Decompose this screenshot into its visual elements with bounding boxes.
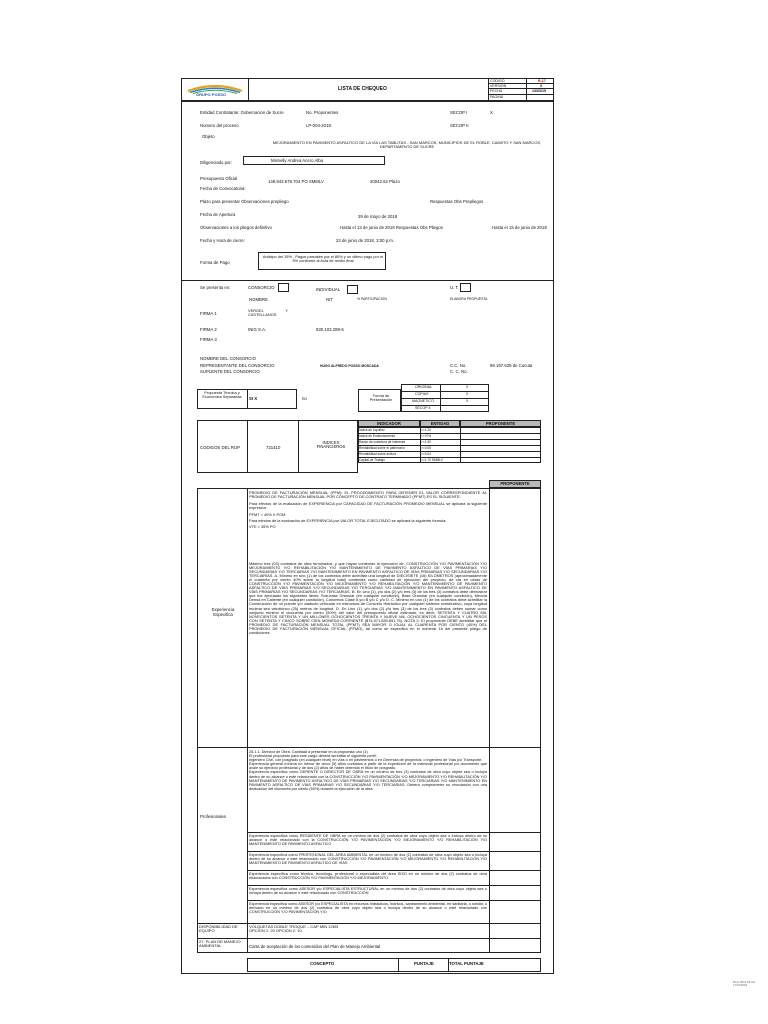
firma2-nit: 830.103.289-5 <box>316 327 344 332</box>
meta-label-version: VERSION <box>490 84 507 88</box>
individual-checkbox[interactable] <box>347 285 358 294</box>
prof-extra-2: Experiencia específica como técnico, tecnólogo, profesional o especialista del área SISO en un mínimo de dos (2) contratos de obra relacionados con CONSTRUCCIÓN Y/O PAVIMENTACIÓN Y/O MEJORAMIENTO <box>249 872 487 880</box>
secop1-mark: X <box>490 110 493 115</box>
cierre-label: Fecha y Hora de cierre: <box>200 238 245 243</box>
firma2-nombre: INIG S.A. <box>248 327 267 332</box>
representante-label: REPRESENTANTE DEL CONSORCIO <box>200 363 275 368</box>
footer-table <box>247 958 541 972</box>
entidad-label: Entidad Contratante: Gobernacion de Sucre <box>200 110 284 115</box>
convocatoria-label: Fecha de Convocatoria: <box>200 186 246 191</box>
ambiental-value: Carta de aceptación de los contenidos del Plan de Manejo Ambiental <box>249 944 381 949</box>
fin-label: INDICES FINANCIEROS <box>316 440 346 450</box>
obs-def-label: Observaciones a los pliegos definitivo <box>200 225 272 230</box>
intro-4: VTE > 35% PO <box>249 524 276 530</box>
experiencia-intro <box>249 491 487 532</box>
forma-original: ORIGINAL <box>415 385 433 389</box>
ent-row-0: >=1.20 <box>421 428 431 432</box>
proceso-value: LP-004-2018 <box>306 123 331 128</box>
prof-line-0: 25.1.1. Director de Obra: Cantidad a presentar en la propuesta uno (1) <box>249 750 368 754</box>
cc1-label: C.C. No. <box>450 363 467 368</box>
ut-label: U. T. <box>450 285 459 290</box>
profesionales-label: Profesionales <box>200 814 227 819</box>
suplente-label: SUPLENTE DEL CONSORCIO <box>200 369 260 374</box>
prof-extra-3: Experiencia específica como ASESOR y/o ESPECIALISTA ESTRUCTURAL en un mínimo de dos (2) contratos de obra cuyo objeto sea o incluya dentro de su alcance o esté relacionado con CONSTRUCCIÓN <box>249 887 487 895</box>
meta-label-fecha: FECHA <box>490 89 503 93</box>
forma-original-mark: X <box>466 385 469 389</box>
individual-label: INDIVIDUAL <box>316 287 341 292</box>
propuesta-si: SI X <box>249 396 258 401</box>
profesionales-text <box>249 750 487 791</box>
presenta-label: Se presenta en: <box>200 285 231 290</box>
objeto-label: Objeto <box>202 134 215 139</box>
ent-row-4: >=0.04 <box>421 452 431 456</box>
cierre-value: 22 de junio de 2018, 3:00 p.m. <box>336 238 395 243</box>
meta-label-pagina: PAGINA <box>490 95 504 99</box>
ambiental-label: 27. PLAN DE MANEJO AMBIENTAL <box>199 939 241 949</box>
plazo-obs-label: Plazo para presentar Observaciones prepliego <box>200 199 289 204</box>
propuesta-no: no <box>302 396 307 401</box>
entidad-header: ENTIDAD <box>420 420 460 427</box>
rup-value: 721410 <box>266 445 281 450</box>
ent-row-3: >=0.05 <box>421 446 431 450</box>
forma-copias: COPIAS <box>415 392 429 396</box>
pago-label: Forma de Pago <box>200 260 230 265</box>
forma-copias-mark: X <box>466 392 469 396</box>
ind-row-5: Capital de Trabajo <box>359 458 385 462</box>
prof-extra-0: Experiencia específica como RESIDENTE DE OBRA en un mínimo de dos (2) contratos de obra cuyo objeto sea o incluya dentro de su alcance o esté relacionado con la CONSTRUCCIÓN Y/O PAVIMENTACIÓN Y/O MEJORAMIENTO Y/O REHABILITACIÓN Y/O MANTENIMIENTO DE PAVIMENTO ASFALTICO <box>249 834 487 846</box>
experiencia-proponente-header: PROPONENTE <box>489 480 541 488</box>
proceso-label: Numero del proceso <box>200 123 239 128</box>
equipo-value: VOLQUETAS DOBLE TROQUE – CAP MIN 12M3 OPCION 1: 20 OPCION 2: 10 <box>249 924 339 934</box>
logo-text: GRUPO POSSO <box>196 92 227 97</box>
presupuesto-label: Presupuesto Oficial <box>200 176 238 181</box>
presupuesto-value: 148.943.679.704 PO SMMLV <box>268 179 324 184</box>
ind-row-1: Indice de Endeudamiento <box>359 434 396 438</box>
firma1-nombre: VERGEL Y CASTELLANOS <box>248 308 288 318</box>
ind-row-4: Rentabilidad sobre activos <box>359 452 397 456</box>
diligenciado-label: Diligenciado por: <box>200 160 233 165</box>
secop1-label: SECOP I <box>450 110 468 115</box>
concepto-header: CONCEPTO <box>310 961 335 966</box>
meta-value-version: 3 <box>540 84 542 88</box>
firma1-label: FIRMA 1 <box>200 311 217 316</box>
meta-value-fecha: 13/03/15 <box>532 89 546 93</box>
apertura-label: Fecha de Apertura <box>200 212 236 217</box>
diligenciado-value: Misnelly Andrea Acero Alba <box>271 158 324 163</box>
plazo-obs-value: Respuestas Obs Prepliegos <box>430 199 484 204</box>
experiencia-label: Experiencia Especifica <box>211 607 235 617</box>
participacion-col: % PARTICIPACION <box>357 297 387 301</box>
secop2-label: SECOP II <box>450 123 469 128</box>
elabora-col: ELABORA PROPUESTA <box>450 297 488 301</box>
pago-value: Anticipo del 15% - Pagos parciales por el 80% y un ultimo pago por el 5% conforme al Acta de recibo final <box>262 254 384 264</box>
forma-label: Forma de Presentación <box>369 393 393 403</box>
forma-magnetico-mark: X <box>466 399 469 403</box>
experiencia-body: Máximo tres (03) contratos de obra terminados, y que hayan contenido la ejecución de: CONSTRUCCIÓN Y/O PAVIMENTACIÓN Y/O MEJORAMIENTO Y/O REHABILITACIÓN Y/O MANTENIMIENTO DE PAVIMENTO ASFALTICO DE VÍAS PRIMARIAS Y/O SECUNDARIAS Y/O TERCIARIAS Y/O MANTENIMIENTO EN PAVIMENTO ASFALTICO DE VÍAS PRIMARIAS Y/O SECUNDARIAS Y/O TERCIARIAS. A. Mínimo en uno (1) de los contratos debe acreditar una longitud de DIECISIETE (16) KILÓMETROS (aproximadamente el cuarenta por ciento 40% sobre la longitud total) contenida como cantidad de ejecución del proyecto, de vía en obras de CONSTRUCCIÓN Y/O PAVIMENTACIÓN Y/O MEJORAMIENTO Y/O REHABILITACIÓN Y/O MANTENIMIENTO DE PAVIMENTO ASFALTICO DE VÍAS PRIMARIAS Y/O SECUNDARIAS Y/O TERCIARIAS Y/O MANTENIMIENTO EN PAVIMENTO ASFALTICO DE VÍAS PRIMARIAS Y/O SECUNDARIAS Y/O TERCIARIAS. B. En Uno (1), y/o dos (2) y/o tres (3) de los tres (3) contratos debe demostrar que fue ejecutado los siguientes items: Sub-base Granular (en cualquier condición), Base Granular (en cualquier condición), Mezcla Densa en Caliente (en cualquier condición), Concretos Clase A y/o B y/o C y/o D. C. Mínimo en uno (1) de los contratos debe acreditar la Construcción de un puente y/o viaducto vehicular en estructura de Concreto Hidráulico por cualquier sistema constructivo, cuya longitud mínima sea veinticinco (25) metros de longitud. D. En Uno (1), y/o dos (2) y/o tres (3) de los tres (3) contratos deben sumar como conjunto mínimo el cincuenta por ciento (50%) del valor del presupuesto oficial estimado, es decir, SETENTA Y CUATRO MIL NOVECIENTOS SETENTA Y UN MILLONES OCHOCIENTOS TREINTA Y NUEVE MIL OCHOCIENTOS CINCUENTA Y UN PESOS CON SETENTA Y CINCO SOBRE CIEN MONEDA CORRIENTE ($74.971.839.851,75). NOTA 2: El proponente DEBE acreditar que el PROMEDIO DE FACTURACIÓN MENSUAL TOTAL (PFMT) SEA MAYOR O IGUAL AL CUARENTA POR CIENTO (40%) DEL PROMEDIO DE FACTURACIÓN MENSUAL OFICIAL (PFMO), tal como se especificó en el numeral 16 del presente pliego de condiciones <box>249 561 487 635</box>
ent-row-1: <=70% <box>421 434 432 438</box>
prof-line-3: Experiencia general mínima no menor de cinco (5) años contados a partir de la expedición de la matricula profesional y/o documento que avale su ejercicio profesional y de dos (2) años de haber obtenido el título de posgrado. <box>249 762 487 771</box>
propuesta-label: Propuesta Técnica y Económica Separadas <box>202 390 242 400</box>
forma-magnetico: MAGNETICO <box>412 399 434 403</box>
prof-extra-1: Experiencia específica como PROFESIONAL DEL ÁREA AMBIENTAL en un mínimo de dos (2) contratos de obra cuyo objeto sea o incluya dentro de su alcance o esté relacionado con CONSTRUCCIÓN Y/O PAVIMENTACIÓN Y/O MEJORAMIENTO Y/O REHABILITACIÓN Y/O MANTENIMIENTO DE PAVIMENTO ASFALTICO DE VÍAS <box>249 853 487 865</box>
intro-1: Para efectos de la evaluación de EXPERIENCIA por CAPACIDAD DE FACTURACIÓN PROMEDIO MENSUAL se aplicará la siguiente expresión: <box>249 500 487 511</box>
ind-row-2: Razón de cobertura de intereses <box>359 440 406 444</box>
firma3-label: FIRMA 3 <box>200 337 217 342</box>
objeto-value: MEJORAMIENTO EN PAVIMENTO ASFALTICO DE LA VÍA LAS TABLITAS - SAN MARCOS, MUNICIPIOS DE EL ROBLE, CAIMITO Y SAN MARCOS, DEPARTAMENTO DE SUCRE <box>272 140 542 150</box>
obs-def-value: Hasta el 13 de junio de 2018 Respuestas Obs Pliegos <box>340 225 443 230</box>
ent-row-2: >=1.50 <box>421 440 431 444</box>
intro-0: PROMEDIO DE FACTURACIÓN MENSUAL (PFM): EL PROCEDIMIENTO PARA OBTENER EL VALOR CORRESPONDIENTE AL PROMEDIO DE FACTURACIÓN MENSUAL POR CONCEPTO DE CONTRATO TERMINADO (PFMT) ES EL SIGUIENTE: <box>249 490 487 500</box>
intro-2: PFMT > 40% X POM <box>249 511 286 517</box>
ent-row-5: >=1.70 SMMLV <box>421 458 443 462</box>
equipo-label: DISPONIBILIDAD DE EQUIPO <box>199 924 238 934</box>
total-header: TOTAL PUNTAJE <box>449 961 484 966</box>
prof-line-4: Experiencia específica como GERENTE O DIRECTOR DE OBRA en un mínimo de tres (3) contratos de obra cuyo objeto sea o incluya dentro de su alcance o esté relacionado con la CONSTRUCCIÓN Y/O PAVIMENTACIÓN Y/O MEJORAMIENTO Y/O REHABILITACIÓN Y/O MANTENIMIENTO DE PAVIMENTO ASFALTICO DE VÍAS PRIMARIAS Y/O SECUNDARIAS Y/O TERCIARIAS Y/O MANTENIMIENTO EN PAVIMENTO ASFALTICO DE VÍAS PRIMARIAS Y/O SECUNDARIAS Y/O TERCIARIAS. Deberá comprometer su vinculación con una dedicación del cincuenta por ciento (50%) durante la ejecución de la obra. <box>249 770 487 791</box>
company-logo <box>184 81 246 97</box>
meta-label-codigo: CODIGO <box>490 79 505 83</box>
ut-checkbox[interactable] <box>460 283 471 292</box>
plazo-value: 20042.62 Plazo <box>370 179 400 184</box>
meta-value-codigo: R-17 <box>538 79 546 83</box>
side-note: Mod. 2014-06 Ver. 17/07/2018 <box>733 980 756 988</box>
rup-label: CODIGOS DEL RUP <box>200 445 240 450</box>
firma2-label: FIRMA 2 <box>200 327 217 332</box>
document-title: LISTA DE CHEQUEO <box>338 86 387 92</box>
prof-line-2: Ingeniero Civil, con posgrado (en cualquier nivel) en vías o en pavimentos o en Gerencia de proyectos; o ingeniero de Vías y/o Transporte. <box>249 758 483 763</box>
ind-row-0: Indice de Liquidez <box>359 428 385 432</box>
consorcio-label: CONSORCIO <box>248 285 275 290</box>
representante-value: HUGO ALFREDO POSSO MOSCADA <box>320 364 379 368</box>
ind-row-3: Rentabilidad sobre el patrimonio <box>359 446 405 450</box>
apertura-value: 29 de mayo de 2018 <box>358 214 398 219</box>
consorcio-checkbox[interactable] <box>278 283 289 292</box>
intro-3: Para efectos de la evaluación de EXPERIENCIA por VALOR TOTAL EJECUTADO se aplicará la siguiente formula: <box>249 518 447 524</box>
proponente-header: PROPONENTE <box>460 420 541 427</box>
proponentes-label: No. Proponentes <box>306 110 339 115</box>
prof-extra-4: Experiencia específica como ASESOR y/o ESPECIALISTA en recursos hidráulicos, hídricos, saneamiento ambiental, en sanitaria, o similar, o derivado en un mínimo de dos (2) contratos de obra cuyo objeto sea o incluya dentro de su alcance o esté relacionado con CONSTRUCCIÓN Y/O PAVIMENTACIÓN Y/O <box>249 902 487 914</box>
consorcio-nombre-label: NOMBRE DEL CONSORCIO <box>200 356 256 361</box>
puntaje-header: PUNTAJE <box>414 961 434 966</box>
forma-secop: SECOP II <box>415 406 431 410</box>
prof-line-1: El profesional propuesto para este cargo deberá acreditar el siguiente perfil: <box>249 754 377 759</box>
cc2-label: C. C. No. <box>450 369 468 374</box>
nit-col: NIT <box>326 297 333 302</box>
indicador-header: INDICADOR <box>358 420 420 427</box>
obs-def-value2: Hasta el 15 de junio de 2018 <box>492 225 547 230</box>
nombre-col: NOMBRE <box>249 297 268 302</box>
cc1-value: 88.197.628 de Cucuta <box>490 363 533 368</box>
